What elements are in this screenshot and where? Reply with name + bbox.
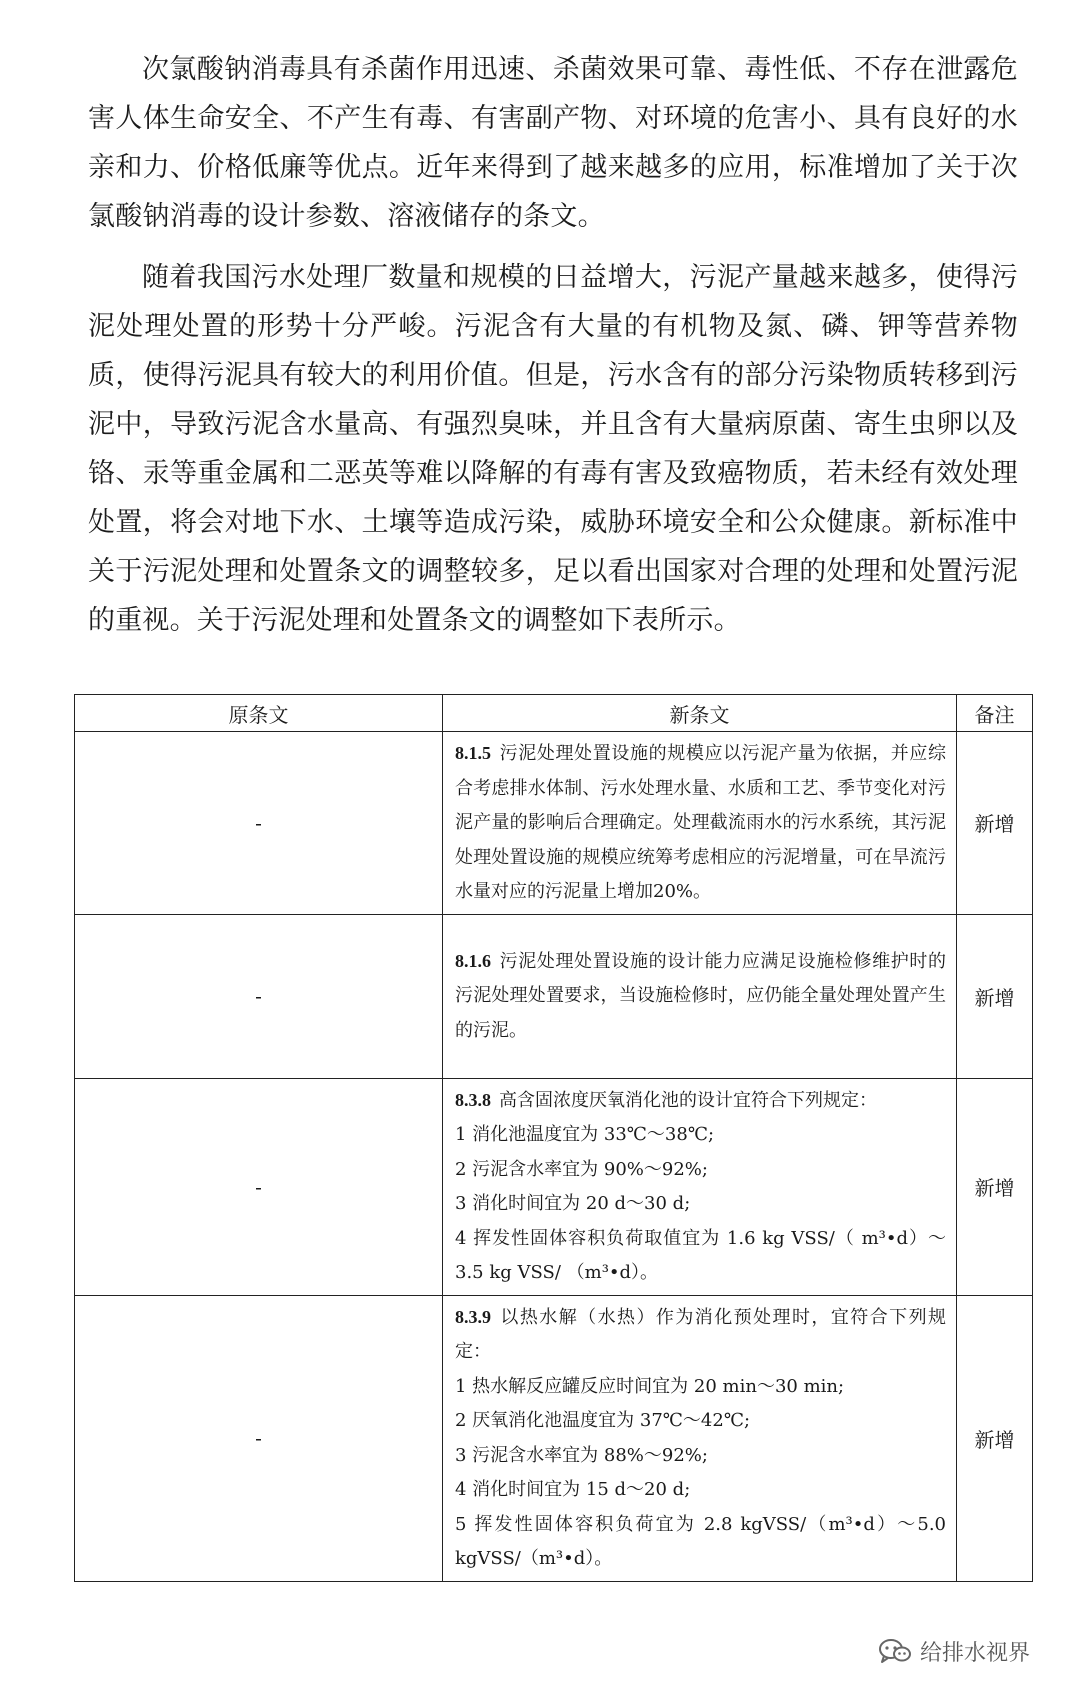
table-row: [75, 1078, 1033, 1295]
clause-item: 1 消化池温度宜为 33℃～38℃;: [455, 1124, 715, 1145]
watermark-text: 给排水视界: [920, 1640, 1031, 1666]
table-header-row: [75, 695, 1033, 732]
clause-item: 4 挥发性固体容积负荷取值宜为 1.6 kg VSS/（ m³•d）～3.5 kg VSS/ （m³•d）。: [455, 1227, 946, 1283]
table-row: [75, 914, 1033, 1078]
new-clause-cell: [443, 914, 957, 1078]
clause-text: 8.3.8 高含固浓度厌氧消化池的设计宜符合下列规定：: [455, 1089, 877, 1111]
clause-item: 3 消化时间宜为 20 d～30 d;: [455, 1193, 691, 1214]
header-old-clause: 原条文: [75, 695, 443, 732]
old-clause-cell: -: [75, 1078, 443, 1295]
clause-number: 8.3.9: [455, 1306, 491, 1327]
note-cell: 新增: [957, 732, 1033, 915]
new-clause-cell: [443, 1295, 957, 1581]
clause-item: 2 污泥含水率宜为 90%～92%;: [455, 1158, 708, 1180]
watermark: [878, 1633, 1030, 1669]
clause-text: 8.1.6 污泥处理处置设施的设计能力应满足设施检修维护时的污泥处理处置要求，当设施检修时，应仍能全量处理处置产生的污泥。: [455, 950, 946, 1041]
note-cell: 新增: [957, 914, 1033, 1078]
header-note: 备注: [957, 695, 1033, 732]
old-clause-cell: -: [75, 1295, 443, 1581]
new-clause-cell: [443, 732, 957, 915]
note-cell: 新增: [957, 1078, 1033, 1295]
old-clause-cell: -: [75, 914, 443, 1078]
table-row: [75, 1295, 1033, 1581]
clause-table: [74, 694, 1033, 1582]
table-row: [75, 732, 1033, 915]
clause-text: 8.3.9 以热水解（水热）作为消化预处理时，宜符合下列规定：: [455, 1306, 946, 1362]
paragraph-2: 随着我国污水处理厂数量和规模的日益增大，污泥产量越来越多，使得污泥处理处置的形势十分严峻。污泥含有大量的有机物及氮、磷、钾等营养物质，使得污泥具有较大的利用价值。但是，污水含有的部分污染物质转移到污泥中，导致污泥含水量高、有强烈臭味，并且含有大量病原菌、寄生虫卵以及铬、汞等重金属和二恶英等难以降解的有毒有害及致癌物质，若未经有效处理处置，将会对地下水、土壤等造成污染，威胁环境安全和公众健康。新标准中关于污泥处理和处置条文的调整较多，足以看出国家对合理的处理和处置污泥的重视。关于污泥处理和处置条文的调整如下表所示。: [88, 262, 1018, 636]
clause-text: 8.1.5 污泥处理处置设施的规模应以污泥产量为依据，并应综合考虑排水体制、污水处理水量、水质和工艺、季节变化对污泥产量的影响后合理确定。处理截流雨水的污水系统，其污泥处理处置设施的规模应统筹考虑相应的污泥增量，可在旱流污水量对应的污泥量上增加20%。: [455, 743, 946, 902]
clause-item: 3 污泥含水率宜为 88%～92%;: [455, 1444, 708, 1466]
body-text: [88, 45, 1018, 657]
clause-item: 5 挥发性固体容积负荷宜为 2.8 kgVSS/（m³•d）～5.0 kgVSS/（m³•d）。: [455, 1513, 946, 1569]
new-clause-cell: [443, 1078, 957, 1295]
clause-item: 2 厌氧消化池温度宜为 37℃～42℃;: [455, 1410, 751, 1431]
clause-number: 8.3.8: [455, 1089, 491, 1110]
header-new-clause: 新条文: [443, 695, 957, 732]
wechat-icon: [878, 1637, 912, 1665]
clause-number: 8.1.5: [455, 743, 491, 763]
clause-number: 8.1.6: [455, 950, 491, 971]
clause-item: 1 热水解反应罐反应时间宜为 20 min～30 min;: [455, 1375, 845, 1397]
paragraph-1: 次氯酸钠消毒具有杀菌作用迅速、杀菌效果可靠、毒性低、不存在泄露危害人体生命安全、不产生有毒、有害副产物、对环境的危害小、具有良好的水亲和力、价格低廉等优点。近年来得到了越来越多的应用，标准增加了关于次氯酸钠消毒的设计参数、溶液储存的条文。: [88, 54, 1018, 232]
old-clause-cell: -: [75, 732, 443, 915]
note-cell: 新增: [957, 1295, 1033, 1581]
clause-item: 4 消化时间宜为 15 d～20 d;: [455, 1479, 691, 1500]
